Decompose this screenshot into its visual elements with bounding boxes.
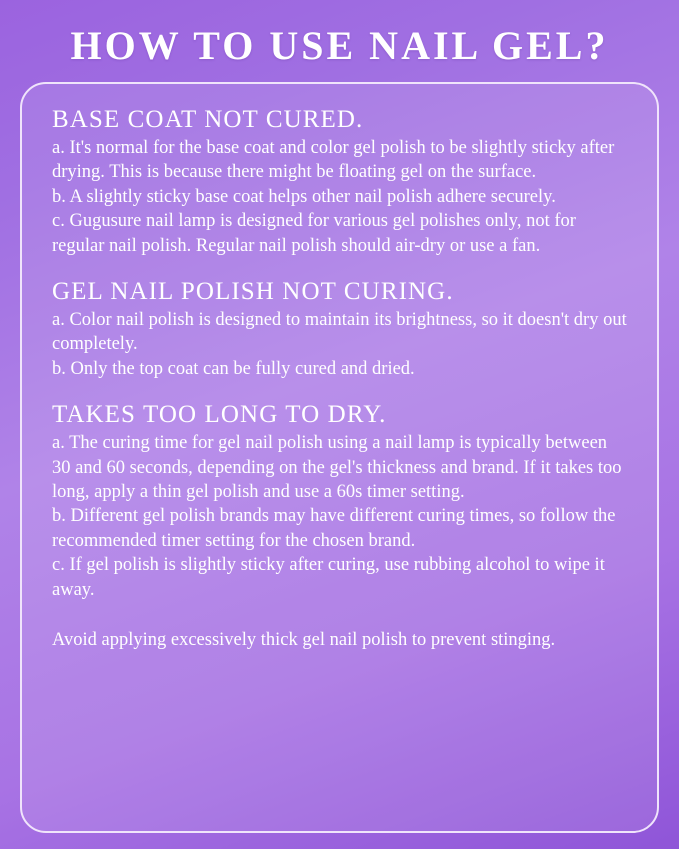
section-paragraph: b. A slightly sticky base coat helps other nail polish adhere securely. (52, 186, 556, 207)
page-title: HOW TO USE NAIL GEL? (70, 23, 609, 68)
section-heading: TAKES TOO LONG TO DRY. (52, 401, 387, 429)
section-takes-too-long-to-dry (52, 401, 629, 602)
section-heading: BASE COAT NOT CURED. (52, 106, 364, 133)
section-paragraph: a. The curing time for gel nail polish using a nail lamp is typically between 30 and 60 seconds, depending on the gel's thickness and brand. If it takes too long, apply a thin gel polish and use a 60s timer setting. (52, 433, 622, 503)
section-gel-nail-polish-not-curing (52, 278, 629, 381)
section-paragraph: a. It's normal for the base coat and color gel polish to be slightly sticky after drying. This is because there might be floating gel on the surface. (52, 138, 615, 183)
content-card (20, 82, 659, 833)
footnote-text: Avoid applying excessively thick gel nail polish to prevent stinging. (52, 630, 556, 651)
section-paragraph: a. Color nail polish is designed to maintain its brightness, so it doesn't dry out completely. (52, 310, 627, 355)
section-heading: GEL NAIL POLISH NOT CURING. (52, 278, 454, 306)
section-paragraph: c. Gugusure nail lamp is designed for various gel polishes only, not for regular nail polish. Regular nail polish should air-dry or use a fan. (52, 211, 576, 256)
section-base-coat-not-cured (52, 106, 629, 258)
section-paragraph: b. Only the top coat can be fully cured and dried. (52, 358, 415, 379)
section-paragraph: c. If gel polish is slightly sticky after curing, use rubbing alcohol to wipe it away. (52, 555, 605, 600)
section-paragraph: b. Different gel polish brands may have different curing times, so follow the recommended timer setting for the chosen brand. (52, 506, 616, 551)
